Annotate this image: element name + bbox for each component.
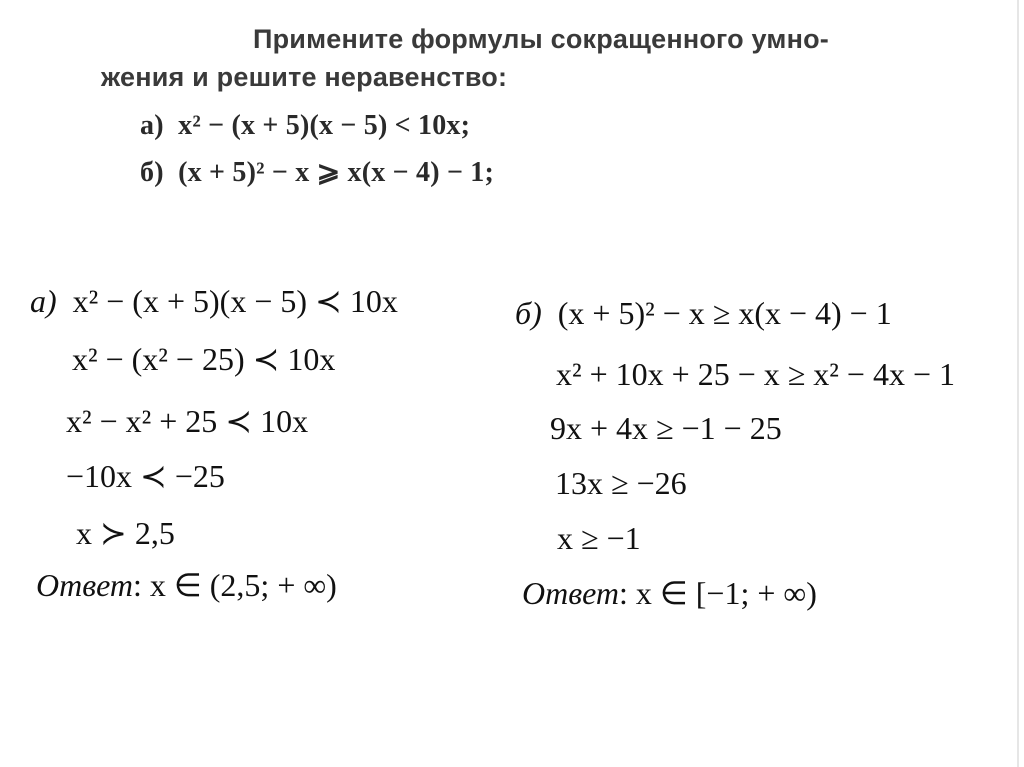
task-item-b-text: б) (x + 5)² − x ⩾ x(x − 4) − 1; — [140, 157, 495, 188]
task-item-b — [140, 155, 494, 189]
right-edge-divider — [1017, 0, 1019, 767]
solution-a-step-3: x² − x² + 25 ≺ 10x — [66, 403, 309, 439]
solution-a-answer-word: Ответ — [36, 567, 133, 603]
solution-a-step-1-text: x² − (x + 5)(x − 5) ≺ 10x — [72, 283, 398, 319]
solution-b-step-1 — [515, 295, 892, 332]
solution-b-label: б) — [515, 295, 542, 331]
solution-a-step-1 — [30, 282, 398, 320]
solution-b-step-3: 9x + 4x ≥ −1 − 25 — [550, 410, 782, 446]
solution-b-answer-word: Ответ — [522, 575, 619, 611]
solution-a-step-2: x² − (x² − 25) ≺ 10x — [72, 341, 336, 377]
solution-a-answer-value: : x ∈ (2,5; + ∞) — [133, 567, 337, 603]
task-line-2: жения и решите неравенство: — [101, 62, 508, 92]
task-line-1: Примените формулы сокращенного умно- — [253, 24, 829, 54]
solution-a-step-5: x ≻ 2,5 — [76, 515, 175, 551]
solution-b-step-1-text: (x + 5)² − x ≥ x(x − 4) − 1 — [557, 295, 892, 331]
task-item-a — [140, 110, 470, 142]
solution-b-answer — [522, 574, 817, 612]
solution-b-step-2: x² + 10x + 25 − x ≥ x² − 4x − 1 — [556, 356, 955, 392]
solution-a-label: а) — [30, 283, 57, 319]
solution-a-step-4: −10x ≺ −25 — [66, 458, 225, 494]
solution-a-answer — [36, 566, 337, 604]
task-item-a-text: а) x² − (x + 5)(x − 5) < 10x; — [140, 110, 471, 141]
solution-b-step-5: x ≥ −1 — [557, 520, 641, 556]
solution-b-answer-value: : x ∈ [−1; + ∞) — [619, 575, 817, 611]
solution-b-step-4: 13x ≥ −26 — [555, 465, 687, 501]
